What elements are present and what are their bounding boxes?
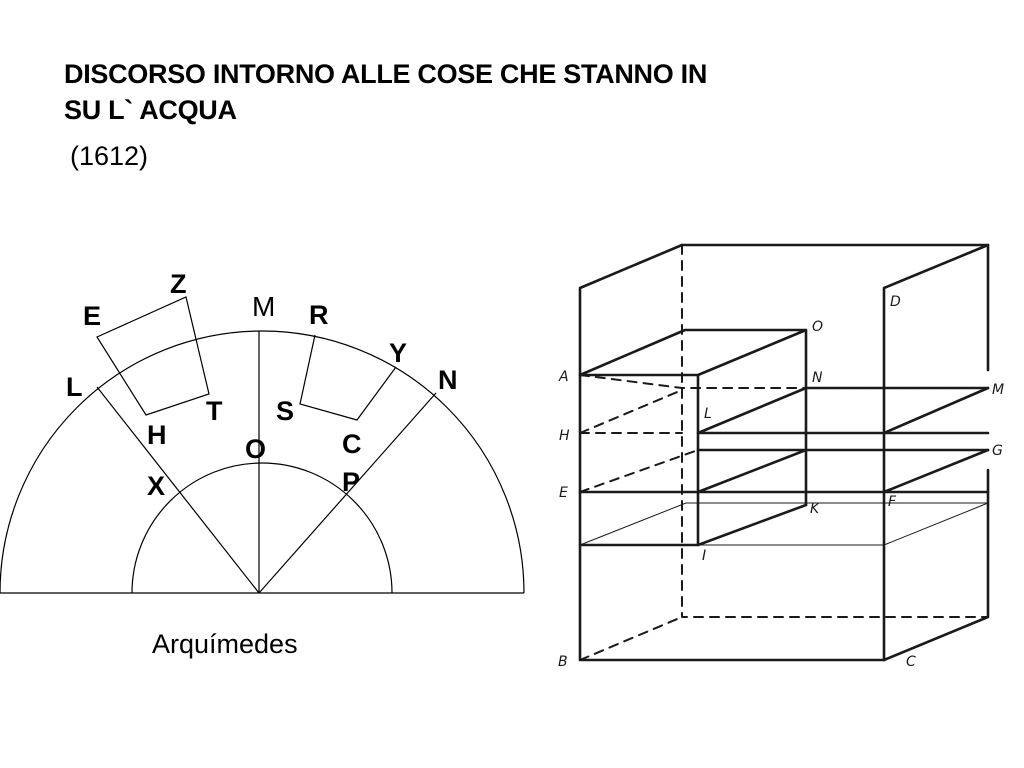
level-g <box>698 388 988 450</box>
box-diagram <box>580 245 988 660</box>
label-n: N <box>438 365 458 395</box>
box-label-l: L <box>704 406 712 422</box>
box-label-b: B <box>558 654 568 670</box>
hidden-edges <box>580 245 988 660</box>
archimedes-labels <box>66 269 458 659</box>
hidden-a-to-back <box>580 375 806 388</box>
label-s: S <box>276 396 295 426</box>
label-l: L <box>66 372 83 402</box>
archimedes-caption: Arquímedes <box>152 629 298 659</box>
hidden-floor-diagonal <box>580 617 682 660</box>
label-e: E <box>83 301 102 331</box>
box-label-h: H <box>559 428 570 444</box>
label-y: Y <box>389 338 408 368</box>
box-label-e: E <box>559 485 568 501</box>
label-p: P <box>342 467 361 497</box>
floating-body-ezth <box>97 297 209 415</box>
label-c: C <box>342 429 362 459</box>
title-year: (1612) <box>70 141 149 171</box>
box-label-d: D <box>890 294 901 310</box>
label-z: Z <box>170 269 187 299</box>
label-h: H <box>147 420 167 450</box>
water-plane <box>580 503 988 545</box>
left-wall <box>580 245 884 660</box>
box-label-c: C <box>906 654 916 670</box>
label-r: R <box>309 300 329 330</box>
bottom-block-edge <box>580 505 806 545</box>
title-line-1: DISCORSO INTORNO ALLE COSE CHE STANNO IN <box>64 59 708 89</box>
radius-l <box>97 387 259 593</box>
level-h-l <box>698 388 988 433</box>
label-t: T <box>206 396 223 426</box>
box-label-i: I <box>702 548 707 564</box>
upper-block <box>580 330 806 545</box>
box-labels <box>558 294 1004 670</box>
title-line-2: SU L` ACQUA <box>64 95 237 125</box>
hidden-h-diagonal <box>580 390 682 433</box>
hidden-vertical-back <box>682 245 988 617</box>
hidden-e-diagonal <box>580 450 698 492</box>
box-label-f: F <box>888 494 897 510</box>
box-label-g: G <box>992 443 1003 459</box>
label-o: O <box>245 434 267 464</box>
label-m: M <box>252 291 276 322</box>
box-label-m: M <box>992 382 1005 398</box>
box-label-k: K <box>810 501 820 517</box>
box-label-a: A <box>559 369 569 385</box>
box-label-o: O <box>812 319 824 335</box>
floating-body-rysc <box>300 335 396 420</box>
label-x: X <box>147 471 166 501</box>
box-label-n: N <box>812 370 823 386</box>
